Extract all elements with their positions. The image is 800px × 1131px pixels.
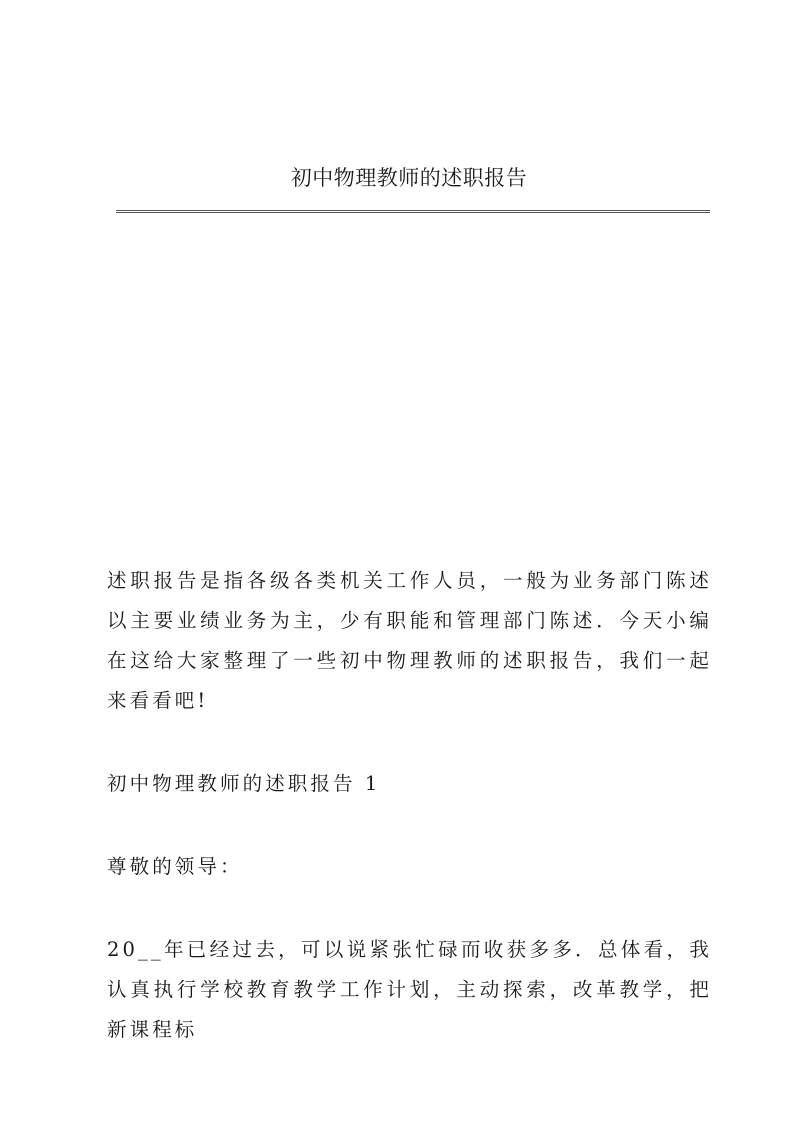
intro-paragraph: 述职报告是指各级各类机关工作人员，一般为业务部门陈述以主要业绩业务为主，少有职能和管理部门陈述．今天小编在这给大家整理了一些初中物理教师的述职报告，我们一起来看看吧!	[107, 569, 712, 712]
document-body	[107, 561, 712, 1050]
body-paragraph: 20__年已经过去，可以说紧张忙碌而收获多多．总体看，我认真执行学校教育教学工作计划，主动探索，改革教学，把新课程标	[107, 938, 712, 1041]
section-heading: 初中物理教师的述职报告 1	[107, 772, 381, 795]
salutation: 尊敬的领导：	[107, 855, 243, 878]
document-title: 初中物理教师的述职报告	[290, 166, 528, 190]
title-divider	[116, 210, 710, 213]
